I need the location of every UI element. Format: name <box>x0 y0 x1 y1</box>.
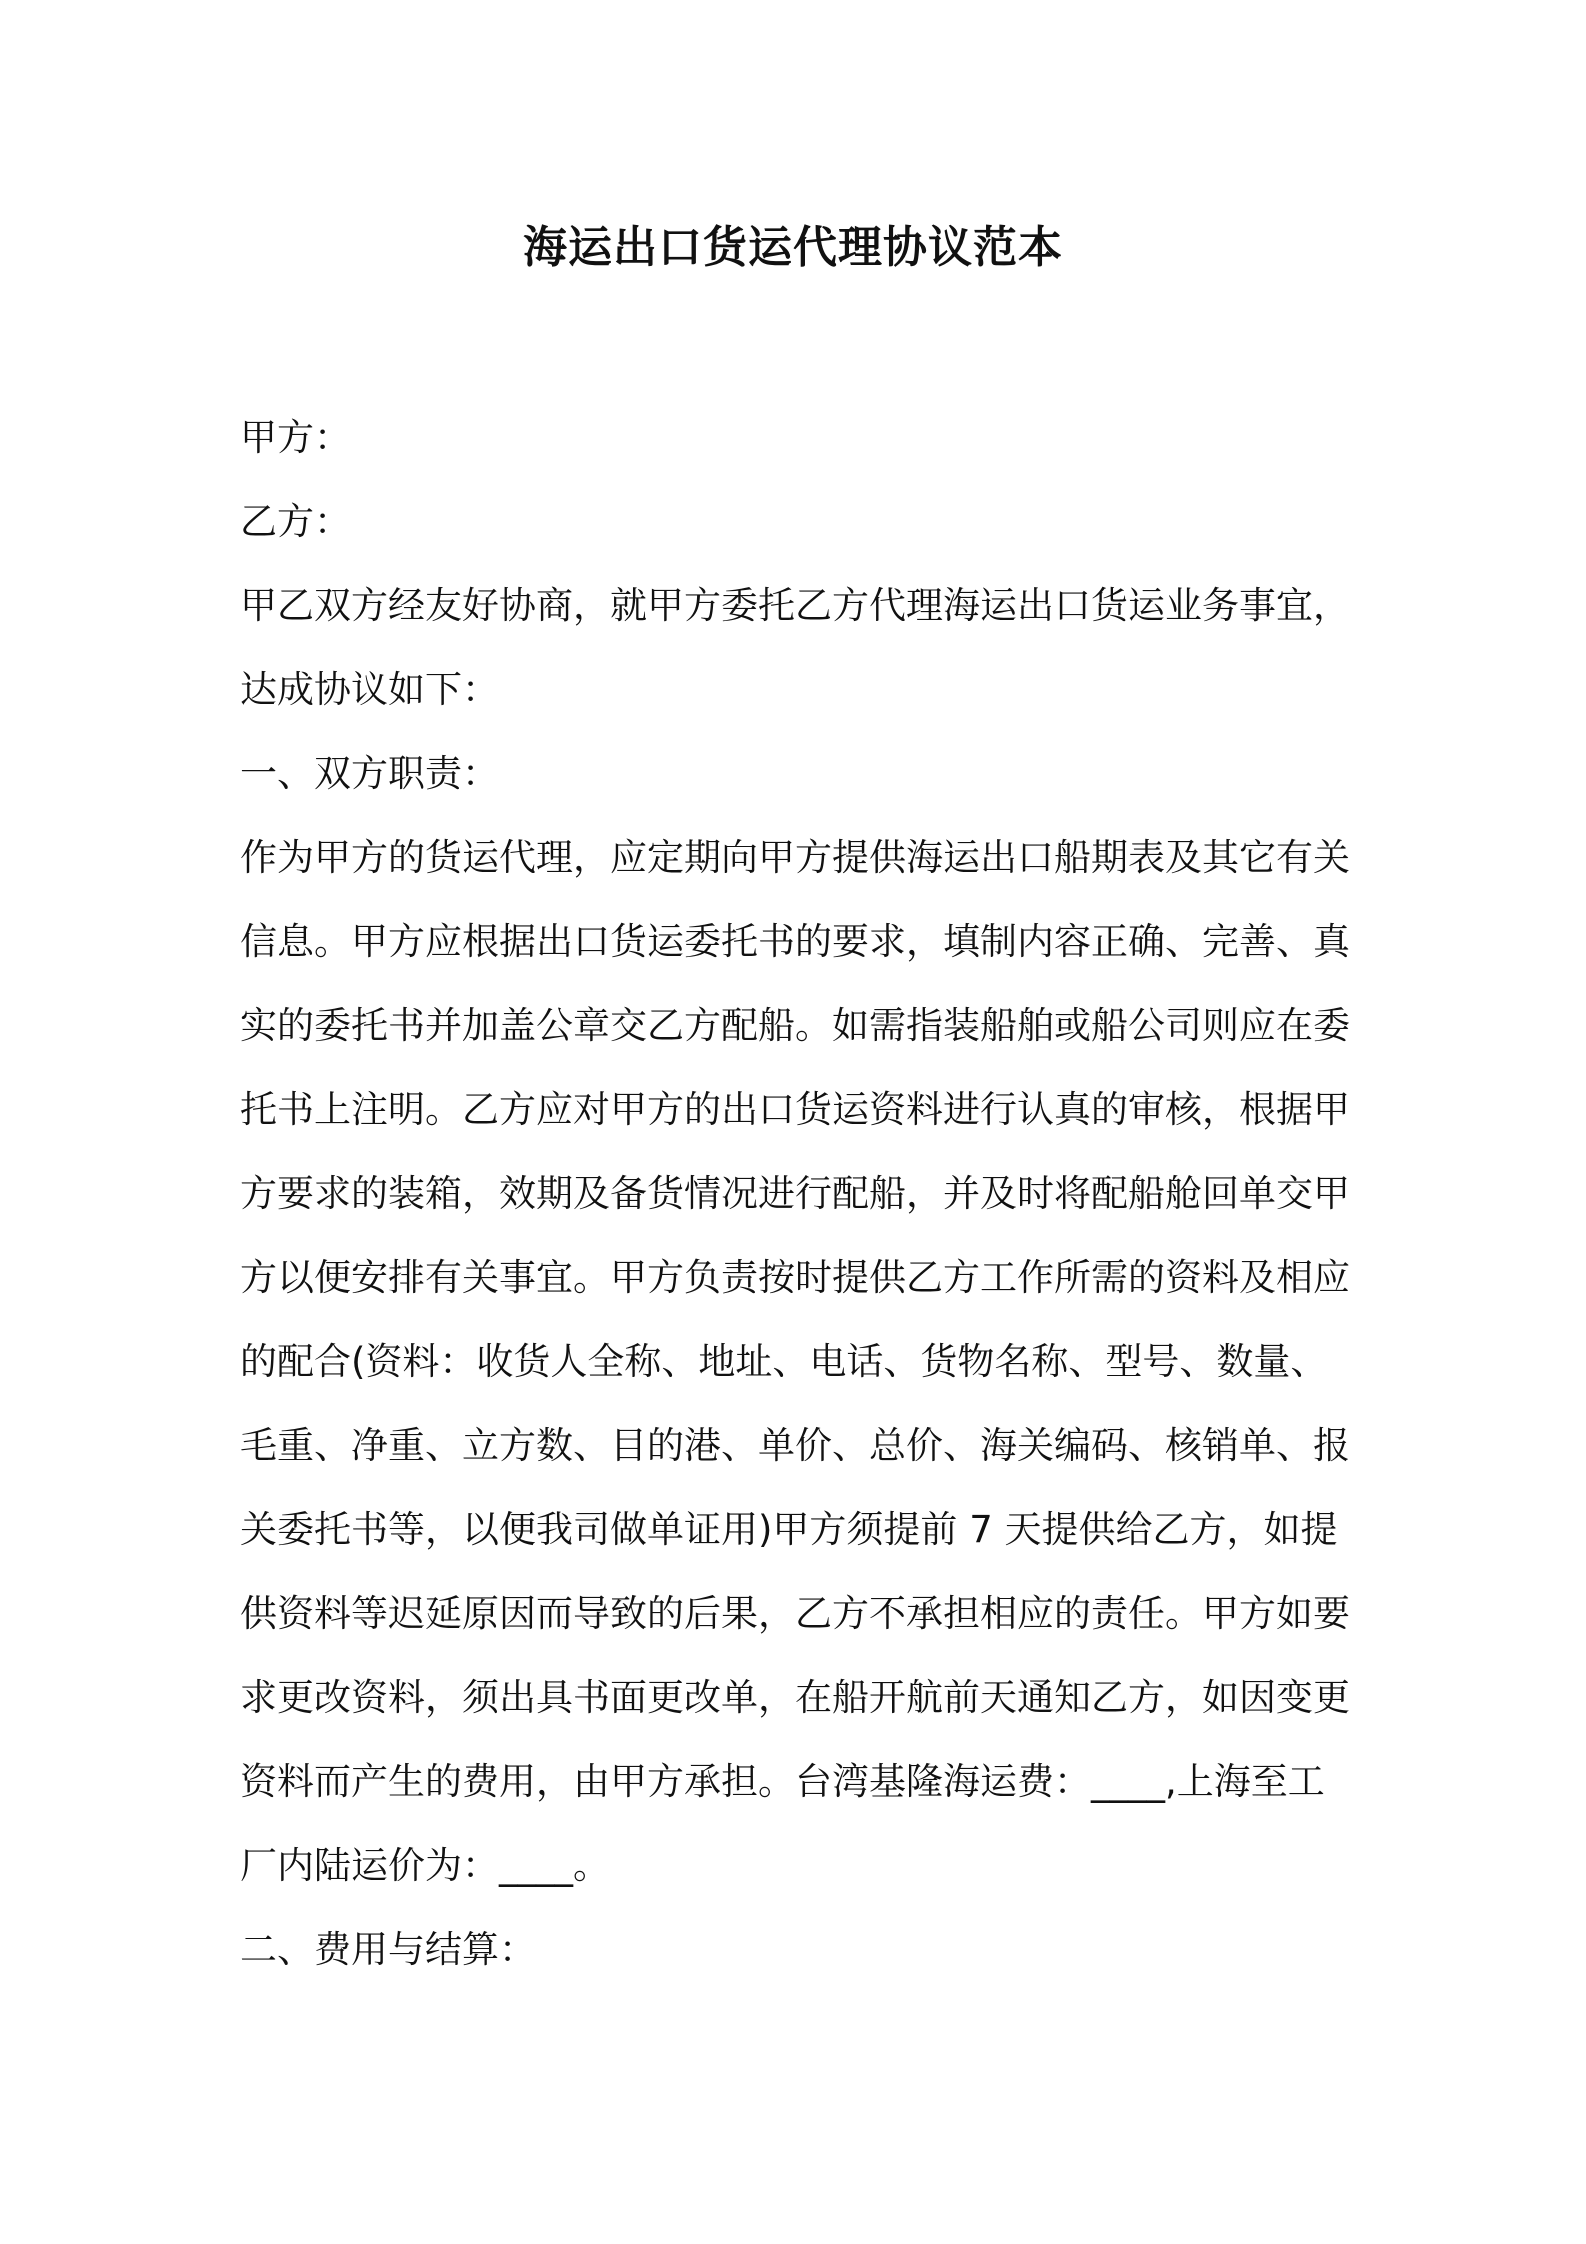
body-line: 供资料等迟延原因而导致的后果，乙方不承担相应的责任。甲方如要 <box>240 1592 1350 1635</box>
intro-line: 甲乙双方经友好协商，就甲方委托乙方代理海运出口货运业务事宜， <box>240 584 1350 627</box>
body-line: 资料而产生的费用，由甲方承担。台湾基隆海运费：____,上海至工 <box>240 1760 1325 1803</box>
intro-line: 达成协议如下： <box>240 668 499 711</box>
party-b-line: 乙方： <box>240 500 351 543</box>
body-line: 实的委托书并加盖公章交乙方配船。如需指装船舶或船公司则应在委 <box>240 1004 1350 1047</box>
body-line: 托书上注明。乙方应对甲方的出口货运资料进行认真的审核，根据甲 <box>240 1088 1350 1131</box>
body-line: 关委托书等，以便我司做单证用)甲方须提前 7 天提供给乙方，如提 <box>240 1508 1338 1551</box>
document-title: 海运出口货运代理协议范本 <box>523 222 1063 273</box>
body-line: 方要求的装箱，效期及备货情况进行配船，并及时将配船舱回单交甲 <box>240 1172 1350 1215</box>
section-heading: 二、费用与结算： <box>240 1928 536 1971</box>
party-a-line: 甲方： <box>240 416 351 459</box>
section-heading: 一、双方职责： <box>240 752 499 795</box>
body-line: 毛重、净重、立方数、目的港、单价、总价、海关编码、核销单、报 <box>240 1424 1350 1467</box>
body-line: 厂内陆运价为：____。 <box>240 1844 610 1887</box>
body-line: 求更改资料，须出具书面更改单，在船开航前天通知乙方，如因变更 <box>240 1676 1350 1719</box>
body-line: 信息。甲方应根据出口货运委托书的要求，填制内容正确、完善、真 <box>240 920 1350 963</box>
body-line: 的配合(资料：收货人全称、地址、电话、货物名称、型号、数量、 <box>240 1340 1328 1383</box>
body-line: 方以便安排有关事宜。甲方负责按时提供乙方工作所需的资料及相应 <box>240 1256 1350 1299</box>
body-line: 作为甲方的货运代理，应定期向甲方提供海运出口船期表及其它有关 <box>240 836 1350 879</box>
